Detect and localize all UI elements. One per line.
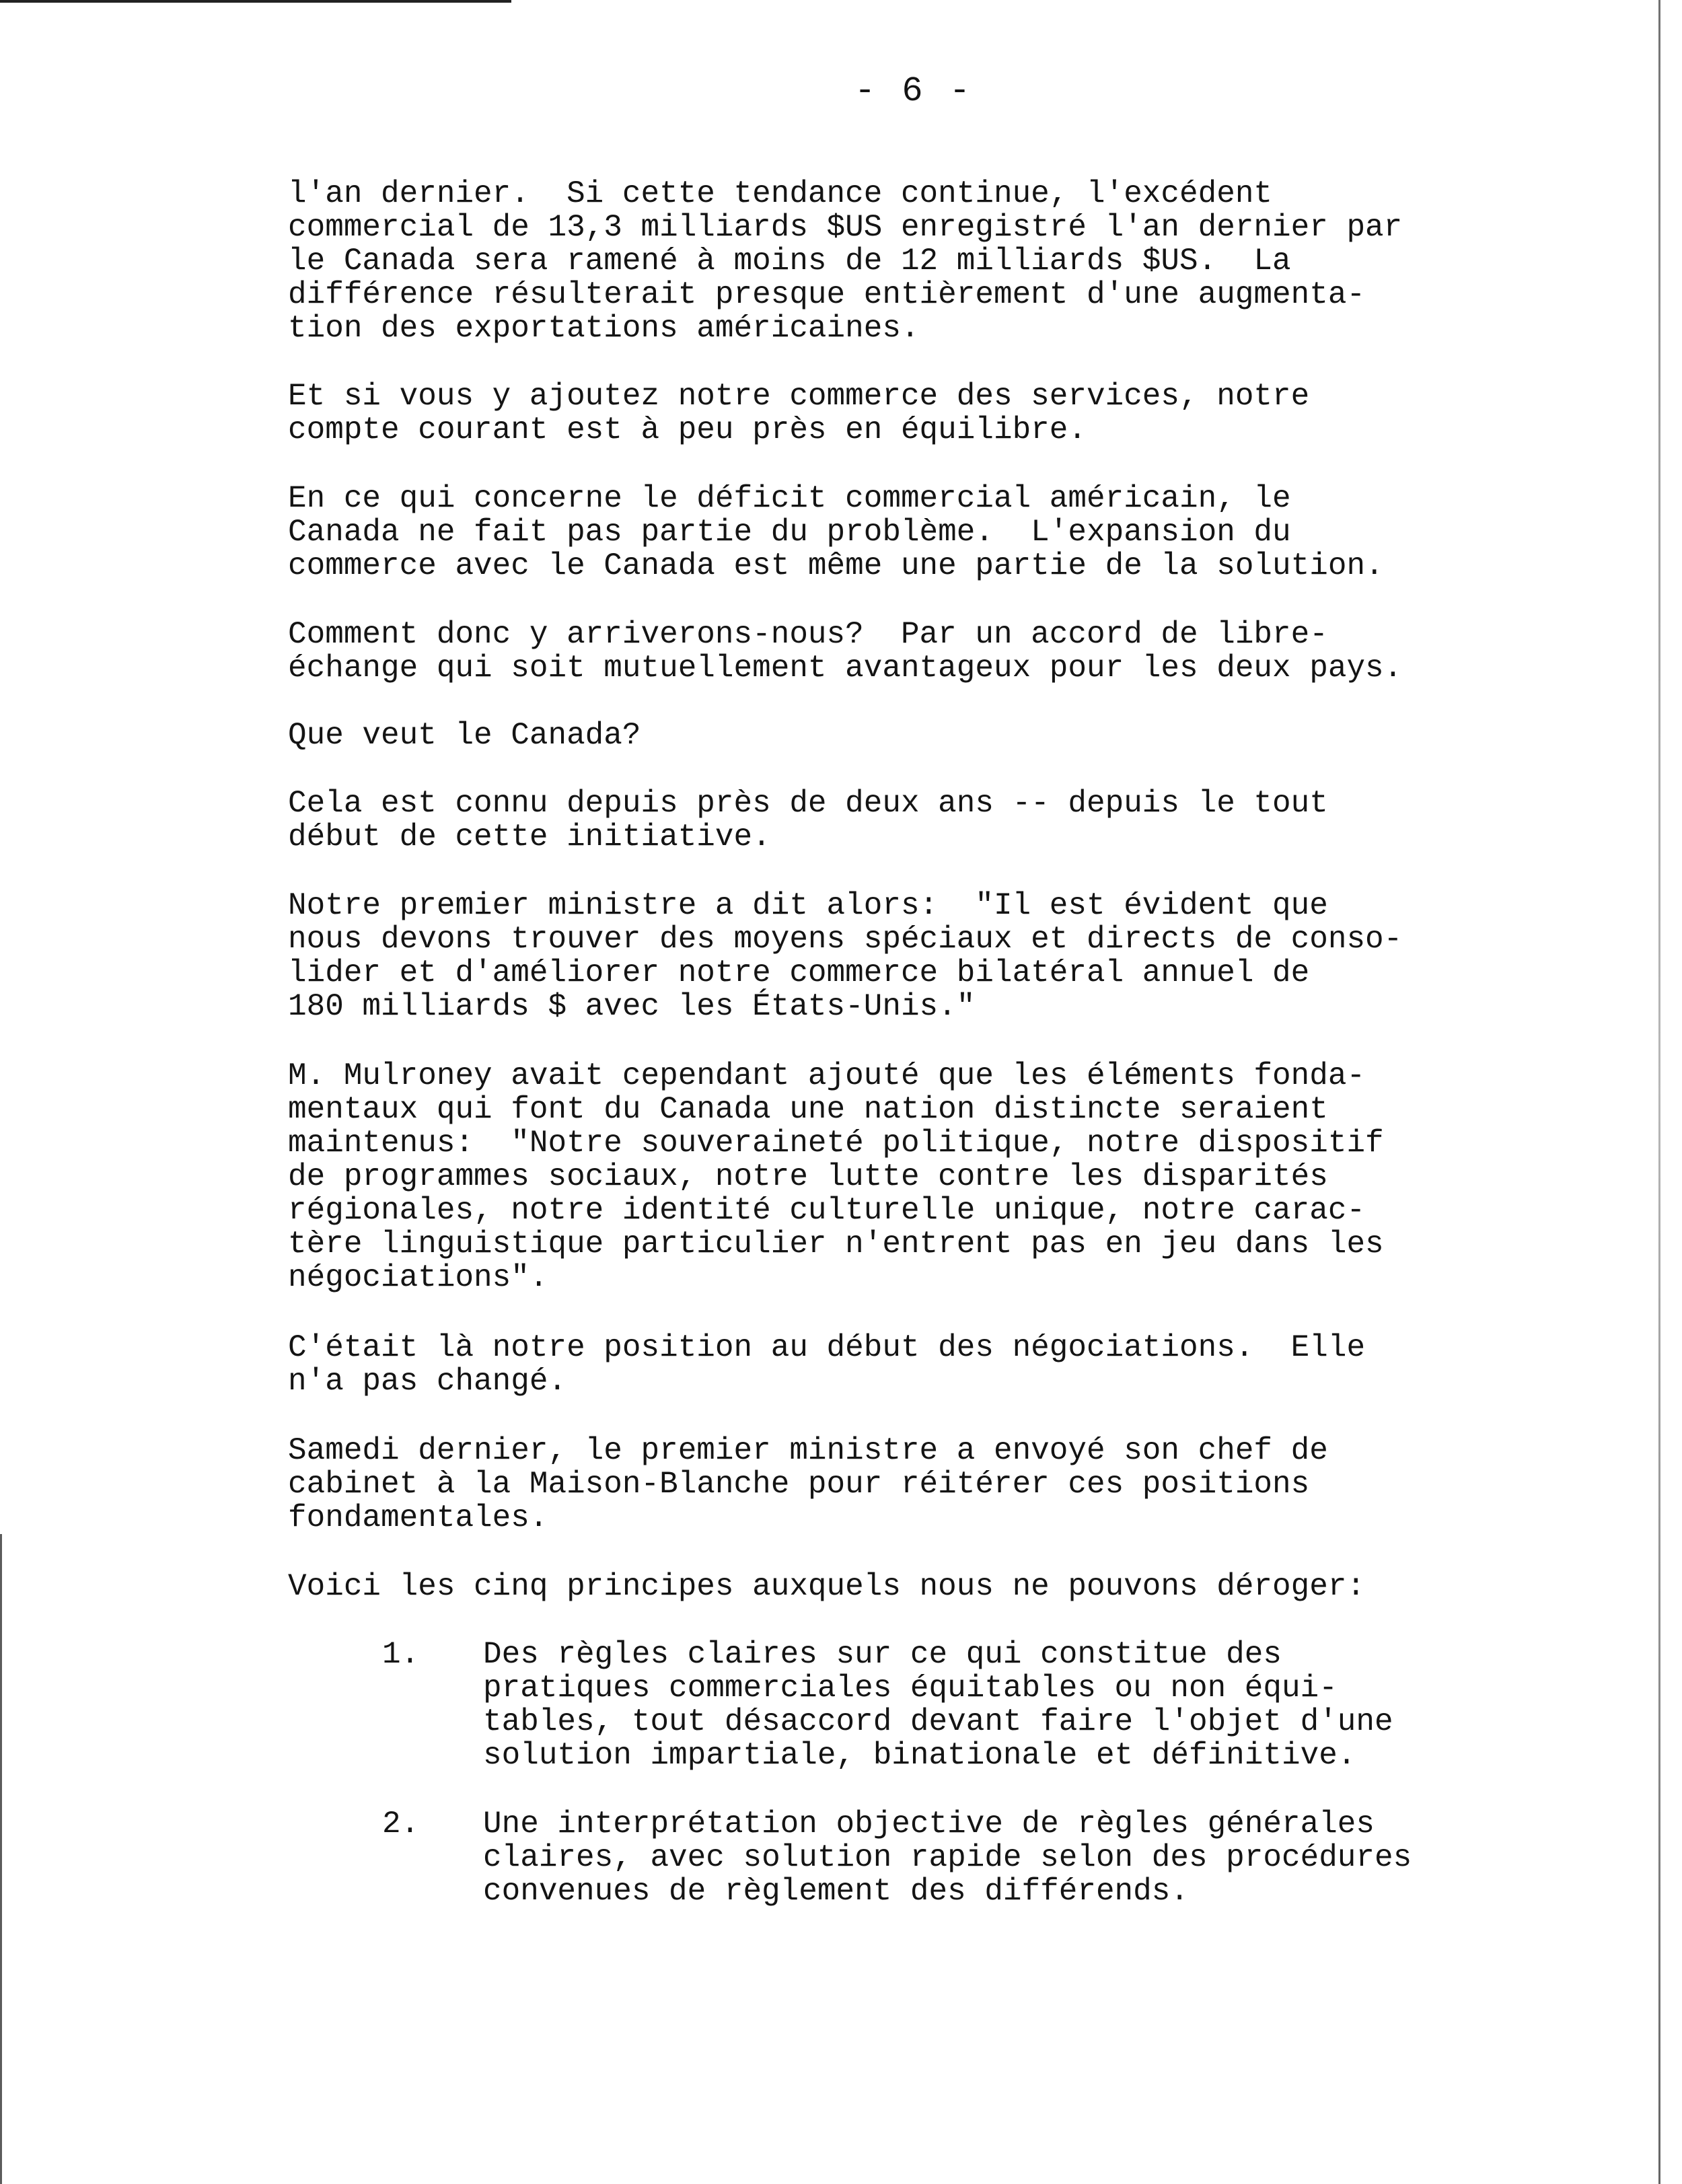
text-line: Notre premier ministre a dit alors: "Il est évident que	[288, 888, 1328, 923]
list-item-number: 2.	[382, 1807, 420, 1842]
text-line: début de cette initiative.	[288, 820, 771, 854]
text-line: Cela est connu depuis près de deux ans -- depuis le tout	[288, 786, 1328, 821]
list-item-text	[483, 1638, 1393, 1772]
paragraph	[288, 787, 1607, 854]
text-line: échange qui soit mutuellement avantageux pour les deux pays.	[288, 651, 1403, 686]
text-line: n'a pas changé.	[288, 1364, 567, 1399]
text-line: tables, tout désaccord devant faire l'objet d'une	[483, 1704, 1393, 1739]
text-line: Voici les cinq principes auxquels nous ne pouvons déroger:	[288, 1569, 1366, 1604]
text-line: compte courant est à peu près en équilibre.	[288, 412, 1087, 447]
text-line: fondamentales.	[288, 1500, 548, 1535]
text-line: tère linguistique particulier n'entrent pas en jeu dans les	[288, 1227, 1384, 1262]
text-line: claires, avec solution rapide selon des procédures	[483, 1840, 1412, 1875]
text-line: En ce qui concerne le déficit commercial américain, le	[288, 481, 1291, 516]
paragraph	[288, 889, 1607, 1023]
list-item-text	[483, 1807, 1412, 1908]
text-line: négociations".	[288, 1260, 548, 1295]
text-line: Canada ne fait pas partie du problème. L'expansion du	[288, 515, 1291, 550]
text-line: différence résulterait presque entièrement d'une augmenta-	[288, 277, 1366, 312]
text-line: M. Mulroney avait cependant ajouté que les éléments fonda-	[288, 1058, 1366, 1093]
paragraph	[288, 482, 1607, 583]
text-line: l'an dernier. Si cette tendance continue, l'excédent	[288, 176, 1273, 211]
text-line: solution impartiale, binationale et définitive.	[483, 1738, 1356, 1773]
paragraph	[288, 177, 1607, 345]
text-line: Samedi dernier, le premier ministre a envoyé son chef de	[288, 1433, 1328, 1468]
text-line: régionales, notre identité culturelle unique, notre carac-	[288, 1193, 1366, 1228]
text-line: convenues de règlement des différends.	[483, 1874, 1189, 1909]
text-line: Que veut le Canada?	[288, 718, 641, 753]
text-line: commerce avec le Canada est même une partie de la solution.	[288, 548, 1384, 583]
scan-border-left	[0, 1534, 2, 2184]
paragraph	[288, 1570, 1607, 1603]
text-line: commercial de 13,3 milliards $US enregistré l'an dernier par	[288, 210, 1403, 245]
text-line: Des règles claires sur ce qui constitue des	[483, 1637, 1282, 1672]
paragraph	[288, 379, 1607, 447]
text-line: 180 milliards $ avec les États-Unis."	[288, 989, 976, 1024]
paragraph	[288, 618, 1607, 685]
text-line: maintenus: "Notre souveraineté politique, notre dispositif	[288, 1126, 1384, 1161]
page-number: - 6 -	[854, 71, 974, 111]
text-line: cabinet à la Maison-Blanche pour réitérer ces positions	[288, 1467, 1310, 1502]
text-line: Et si vous y ajoutez notre commerce des services, notre	[288, 379, 1310, 414]
text-line: Une interprétation objective de règles générales	[483, 1807, 1375, 1842]
paragraph	[288, 719, 1607, 752]
list-item-number: 1.	[382, 1637, 420, 1672]
text-line: Comment donc y arriverons-nous? Par un accord de libre-	[288, 617, 1328, 652]
text-line: nous devons trouver des moyens spéciaux et directs de conso-	[288, 922, 1403, 957]
paragraph	[288, 1434, 1607, 1535]
scan-border-right	[1658, 0, 1660, 2184]
text-line: tion des exportations américaines.	[288, 311, 920, 346]
text-line: mentaux qui font du Canada une nation distincte seraient	[288, 1092, 1328, 1127]
text-line: le Canada sera ramené à moins de 12 milliards $US. La	[288, 244, 1291, 279]
paragraph	[288, 1059, 1607, 1295]
scan-border-top	[0, 0, 511, 3]
text-line: C'était là notre position au début des négociations. Elle	[288, 1330, 1366, 1365]
text-line: lider et d'améliorer notre commerce bilatéral annuel de	[288, 955, 1310, 990]
paragraph	[288, 1331, 1607, 1398]
text-line: de programmes sociaux, notre lutte contre les disparités	[288, 1159, 1328, 1194]
text-line: pratiques commerciales équitables ou non équi-	[483, 1671, 1338, 1706]
